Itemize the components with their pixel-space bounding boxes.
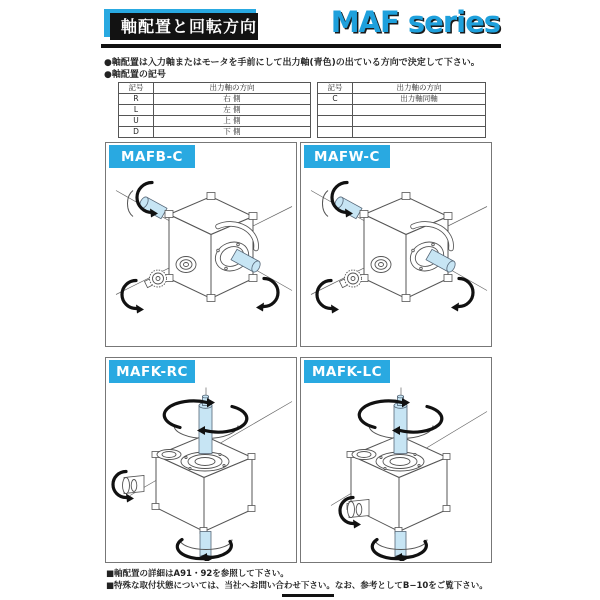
symbol-cell: C: [318, 94, 353, 105]
header-cell: 記号: [318, 83, 353, 94]
table-row: [318, 94, 486, 105]
header-rule: [101, 44, 501, 48]
panel-mafk-rc: [105, 357, 297, 563]
page-title: 軸配置と回転方向: [110, 13, 258, 40]
symbol-cell: [318, 105, 353, 116]
symbol-cell: [318, 127, 353, 138]
direction-table-right: [317, 82, 486, 138]
direction-cell: [353, 116, 486, 127]
direction-cell: 下 側: [154, 127, 311, 138]
contact-note: ■特殊な取付状態については、当社へお問い合わせ下さい。なお、参考としてB−10をご覧下さい。: [106, 581, 488, 591]
panel-label: MAFB-C: [109, 145, 195, 168]
direction-cell: [353, 105, 486, 116]
footer-mark: [282, 594, 334, 597]
instruction-line: ●軸配置は入力軸またはモータを手前にして出力軸(青色)の出ている方向で決定して下さい。: [104, 58, 480, 68]
symbol-caption: ●軸配置の記号: [104, 70, 166, 80]
panel-label: MAFW-C: [304, 145, 390, 168]
direction-cell: 出力軸同軸: [353, 94, 486, 105]
table-row: [318, 127, 486, 138]
series-logo: MAF series: [330, 5, 500, 39]
rotation-arrow-icon: [317, 281, 339, 314]
input-shaft: [123, 476, 145, 494]
table-header-row: [119, 83, 311, 94]
symbol-cell: L: [119, 105, 154, 116]
panel-mafb-c: [105, 142, 297, 347]
header-cell: 記号: [119, 83, 154, 94]
table-row: [318, 116, 486, 127]
header-cell: 出力軸の方向: [154, 83, 311, 94]
panel-mafw-c: [300, 142, 492, 347]
gearbox-drawing-horizontal: [301, 168, 491, 346]
rotation-arrow-icon: [451, 279, 473, 312]
gearbox-drawing-horizontal: [106, 168, 296, 346]
direction-table-left: [118, 82, 311, 138]
table-row: [119, 116, 311, 127]
header-cell: 出力軸の方向: [353, 83, 486, 94]
left-flange: [371, 257, 391, 273]
shaft-direction-tables: [118, 82, 486, 138]
input-shaft: [348, 500, 370, 518]
gearbox-drawing-vertical: [106, 383, 296, 561]
rotation-arrow-icon: [256, 279, 278, 312]
table-row: [318, 105, 486, 116]
table-row: [119, 105, 311, 116]
left-flange: [176, 257, 196, 273]
table-row: [119, 94, 311, 105]
symbol-cell: [318, 116, 353, 127]
symbol-cell: R: [119, 94, 154, 105]
direction-cell: 左 側: [154, 105, 311, 116]
panel-label: MAFK-LC: [304, 360, 390, 383]
panel-label: MAFK-RC: [109, 360, 195, 383]
panel-mafk-lc: [300, 357, 492, 563]
table-header-row: [318, 83, 486, 94]
direction-cell: 右 側: [154, 94, 311, 105]
symbol-cell: U: [119, 116, 154, 127]
rotation-arrow-icon: [122, 281, 144, 314]
symbol-cell: D: [119, 127, 154, 138]
reference-note: ■軸配置の詳細はA91・92を参照して下さい。: [106, 569, 289, 579]
table-row: [119, 127, 311, 138]
direction-cell: 上 側: [154, 116, 311, 127]
direction-cell: [353, 127, 486, 138]
gearbox-drawing-vertical: [301, 383, 491, 561]
